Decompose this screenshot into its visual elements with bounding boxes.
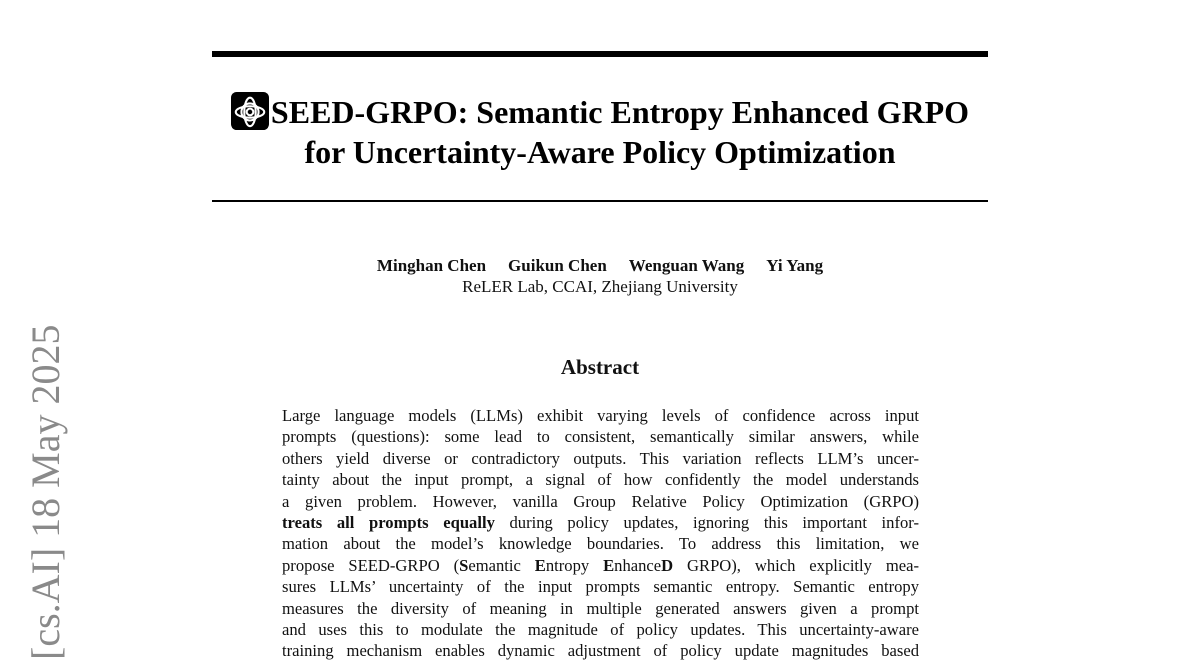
abstract-line <box>282 426 919 447</box>
abstract-text: Large language models (LLMs) exhibit varying levels of confidence across input <box>282 406 919 425</box>
abstract-text: tainty about the input prompt, a signal of how confidently the model understands <box>282 470 919 490</box>
abstract-line <box>282 533 919 554</box>
abstract-heading: Abstract <box>560 355 640 379</box>
abstract-text: propose SEED-GRPO ( <box>282 555 460 575</box>
abstract-text: GRPO), which explicitly mea- <box>673 555 919 575</box>
affiliation: ReLER Lab, CCAI, Zhejiang University <box>462 277 738 296</box>
abstract-text: and uses this to modulate the magnitude of policy updates. This uncertainty-aware <box>282 619 919 639</box>
author-name: Minghan Chen <box>376 256 487 275</box>
arxiv-stamp: [cs.AI] 18 May 2025 <box>23 324 68 660</box>
title-line-1 <box>200 92 1000 132</box>
abstract-text: emantic <box>468 555 535 575</box>
abstract-text: a given problem. However, vanilla Group Relative Policy Optimization (GRPO) <box>282 491 919 511</box>
abstract-bold-text: E <box>603 555 615 575</box>
abstract-line <box>282 619 919 640</box>
author-name: Wenguan Wang <box>628 256 745 275</box>
abstract-line <box>282 640 919 661</box>
abstract-line <box>282 576 919 597</box>
abstract-text: measures the diversity of meaning in multiple generated answers given a prompt <box>282 598 919 618</box>
abstract-bold-text: D <box>661 555 674 575</box>
abstract-body <box>282 405 919 662</box>
abstract-text: nhance <box>614 555 662 575</box>
abstract-text: training mechanism enables dynamic adjustment of policy update magnitudes based <box>282 641 919 661</box>
abstract-bold-text: E <box>534 555 546 575</box>
author-name: Guikun Chen <box>508 256 607 275</box>
abstract-line <box>282 405 919 426</box>
title-line-2: for Uncertainty-Aware Policy Optimization <box>304 134 896 170</box>
abstract-text: prompts (questions): some lead to consistent, semantically similar answers, while <box>282 427 919 447</box>
paper-title <box>200 92 1000 172</box>
author-name: Yi Yang <box>766 256 824 275</box>
abstract-line <box>282 512 919 533</box>
seed-logo-icon <box>231 92 269 130</box>
abstract-text: ntropy <box>545 555 604 575</box>
abstract-bold-text: treats all prompts equally <box>282 512 495 532</box>
abstract-line <box>282 555 919 576</box>
abstract-text: during policy updates, ignoring this important infor- <box>494 512 919 532</box>
title-bottom-rule <box>212 200 988 202</box>
title-top-rule <box>212 51 988 57</box>
author-block <box>200 255 1000 297</box>
abstract-text: mation about the model’s knowledge boundaries. To address this limitation, we <box>282 534 919 554</box>
abstract-line <box>282 491 919 512</box>
abstract-line <box>282 469 919 490</box>
abstract-text: sures LLMs’ uncertainty of the input prompts semantic entropy. Semantic entropy <box>282 577 919 597</box>
abstract-bold-text: S <box>459 555 469 575</box>
abstract-line <box>282 598 919 619</box>
author-list <box>200 255 1000 276</box>
abstract-text: others yield diverse or contradictory outputs. This variation reflects LLM’s uncer- <box>282 448 919 468</box>
abstract-line <box>282 448 919 469</box>
title-line-1-text: SEED-GRPO: Semantic Entropy Enhanced GRPO <box>270 94 970 130</box>
